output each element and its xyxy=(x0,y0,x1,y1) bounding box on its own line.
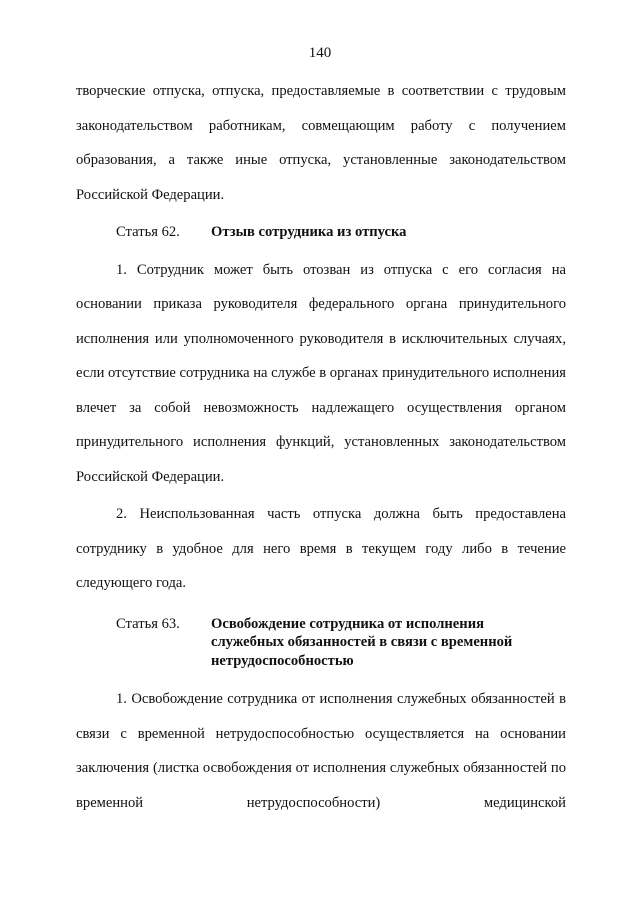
article-63-title: Освобождение сотрудника от исполнения служебных обязанностей в связи с временной нетрудоспособностью xyxy=(211,615,513,669)
document-body xyxy=(76,74,566,820)
article-63-heading xyxy=(76,607,566,679)
page-number: 140 xyxy=(308,45,332,61)
article-62-title: Отзыв сотрудника из отпуска xyxy=(211,224,407,240)
article-62-paragraph-2: 2. Неиспользованная часть отпуска должна быть предоставлена сотруднику в удобное для него время в текущем году либо в течение следующего года. xyxy=(76,506,566,591)
article-62-number: Статья 62. xyxy=(116,224,180,240)
article-62-heading xyxy=(76,215,566,250)
paragraph-continuation: творческие отпуска, отпуска, предоставляемые в соответствии с трудовым законодательством работникам, совмещающим работу с получением образования, а также иные отпуска, установленные законодательством Российской Федерации. xyxy=(76,83,566,203)
article-63-number: Статья 63. xyxy=(116,615,180,632)
article-63-paragraph-1: 1. Освобождение сотрудника от исполнения служебных обязанностей в связи с временной нетрудоспособностью осуществляется на основании заключения (листка освобождения от исполнения служебных обязанностей по временной нетрудоспособности) медицинской xyxy=(76,691,566,811)
article-62-paragraph-1: 1. Сотрудник может быть отозван из отпуска с его согласия на основании приказа руководителя федерального органа принудительного исполнения или уполномоченного руководителя в исключительных случаях, если отсутствие сотрудника на службе в органах принудительного исполнения влечет за собой невозможность надлежащего осуществления органом принудительного исполнения функций, установленных законодательством Российской Федерации. xyxy=(76,261,566,485)
